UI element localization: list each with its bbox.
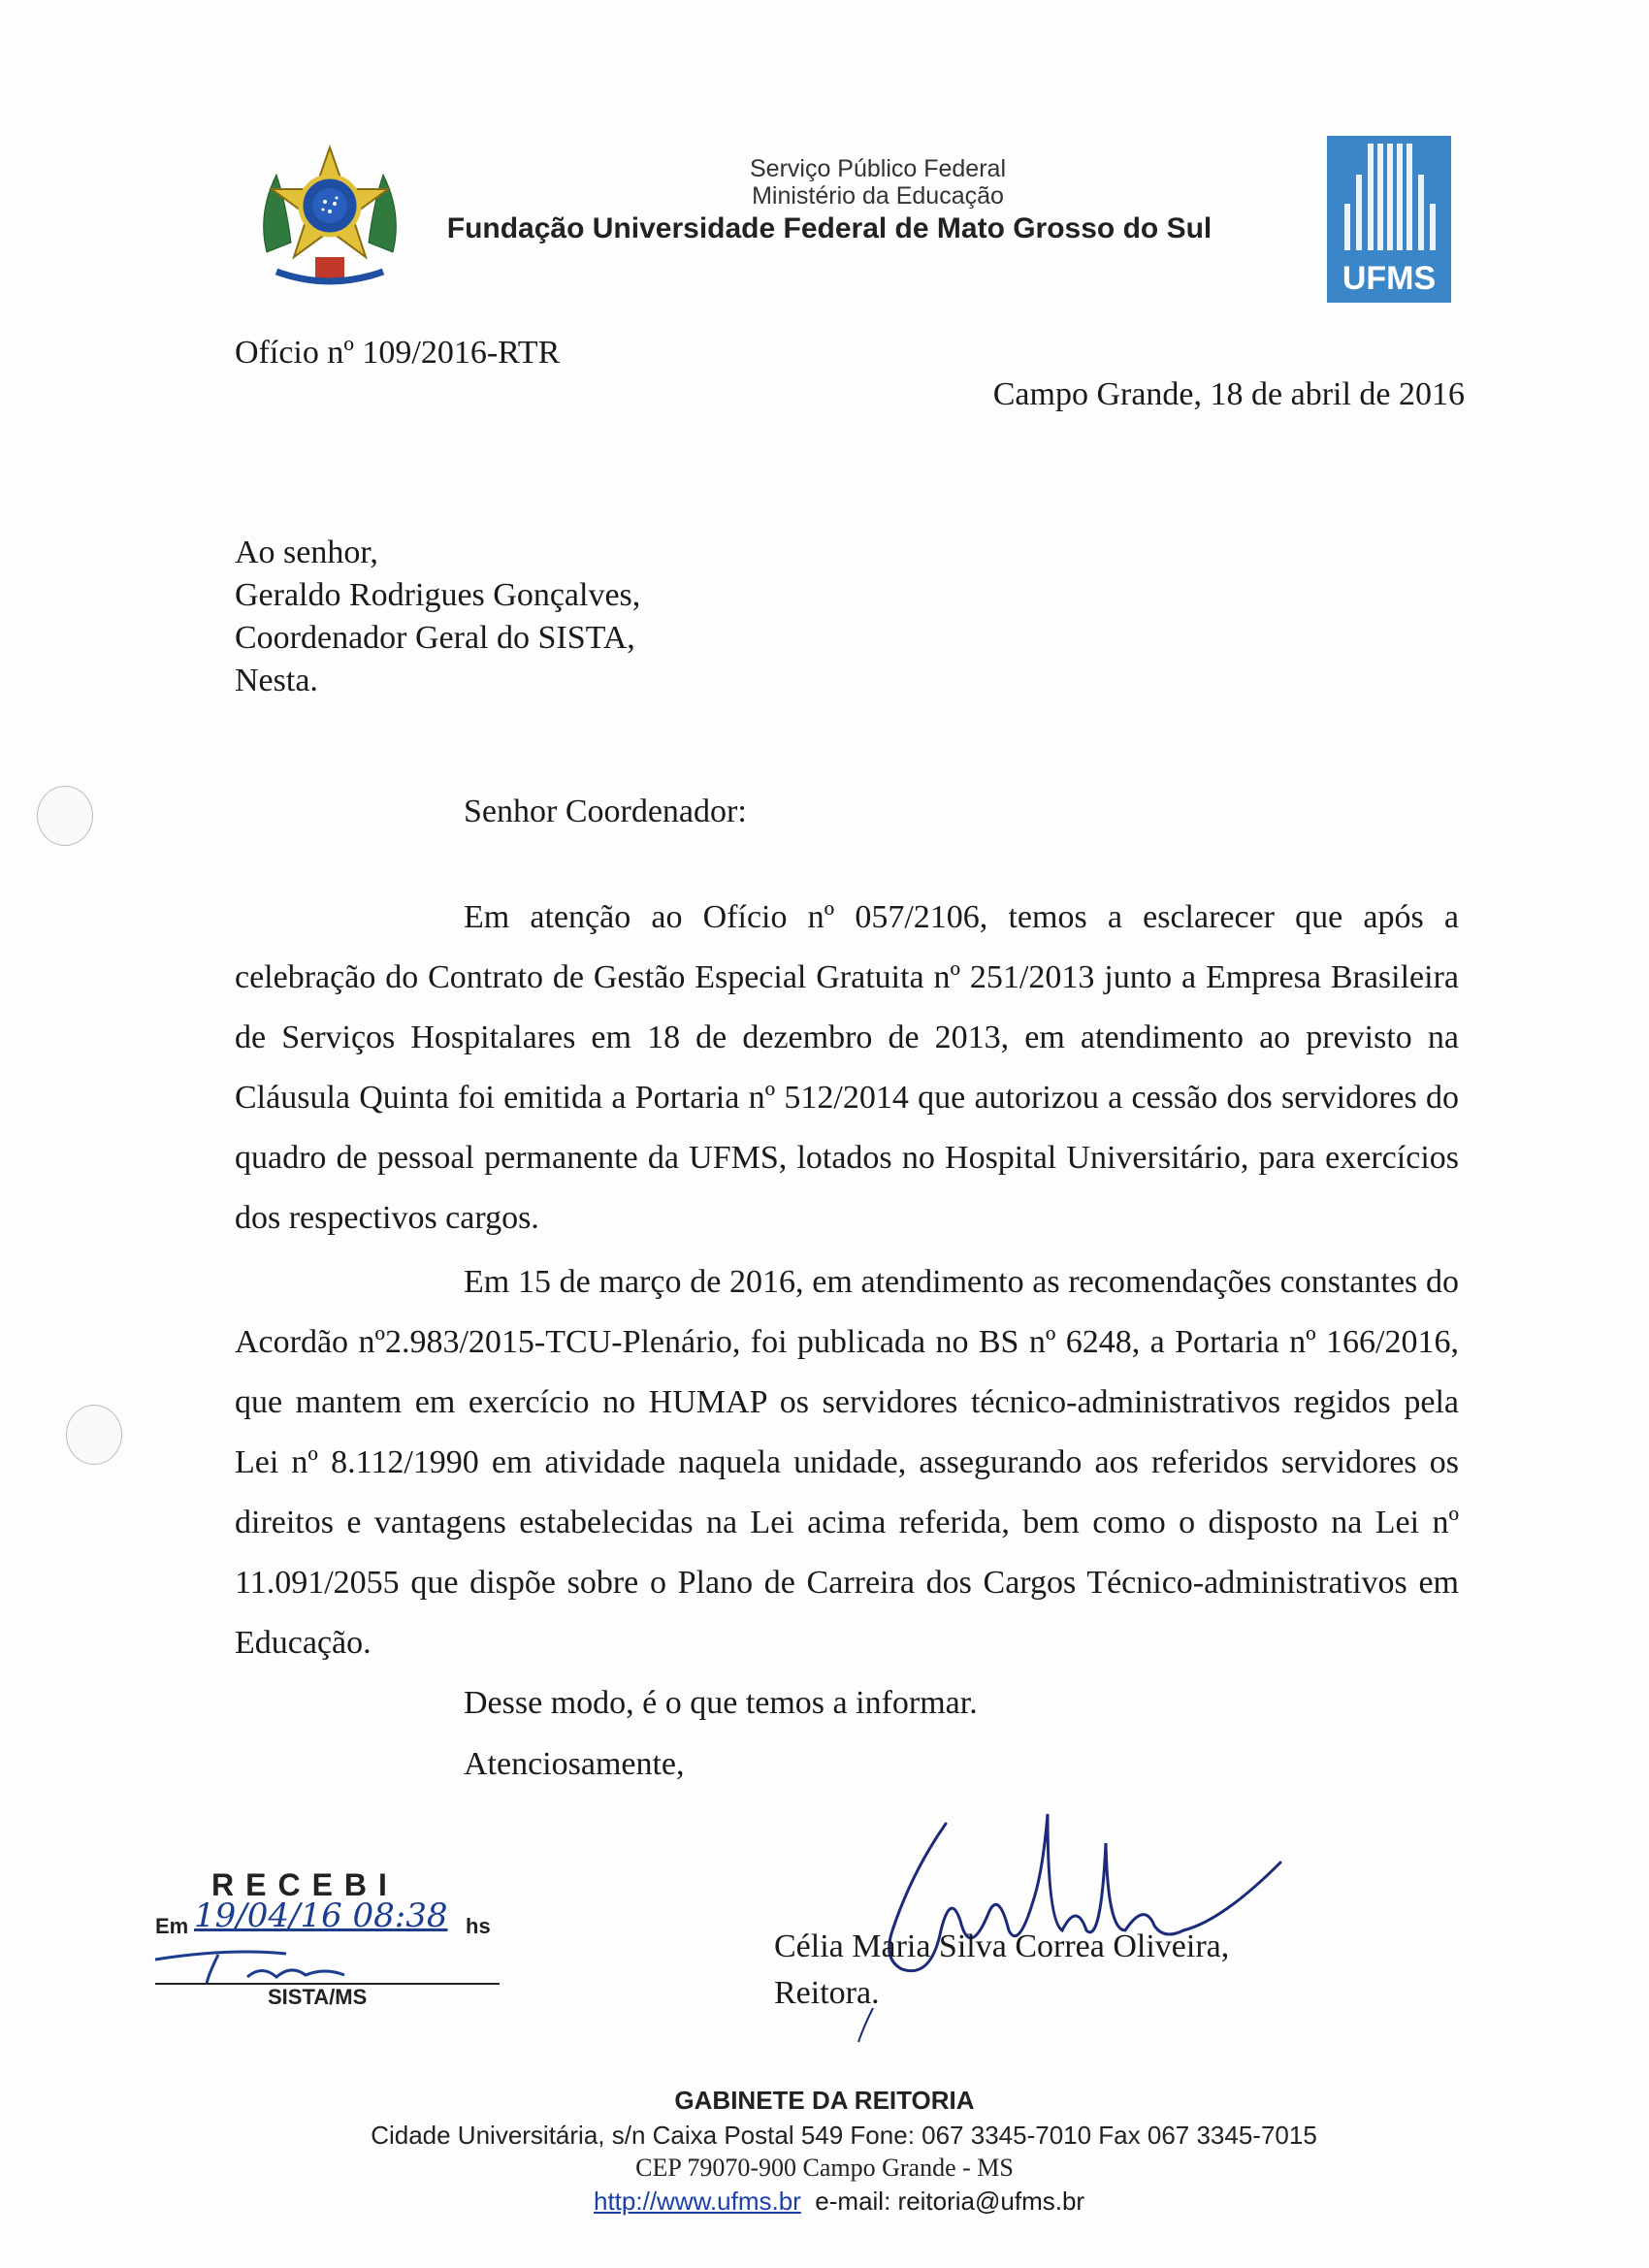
ufms-logo-text: UFMS (1342, 260, 1437, 297)
footer-email: e-mail: reitoria@ufms.br (815, 2187, 1085, 2216)
footer-address: Cidade Universitária, s/n Caixa Postal 549 Fone: 067 3345-7010 Fax 067 3345-7015 (371, 2121, 1317, 2150)
received-stamp-em-label: Em (155, 1914, 189, 1938)
place-date: Campo Grande, 18 de abril de 2016 (992, 376, 1465, 412)
received-stamp-initials-icon (150, 1940, 383, 1989)
paragraph-2: Em 15 de março de 2016, em atendimento as recomendações constantes do Acordão nº2.983/2015-TCU-Plenário, foi publicada no BS nº 6248, a Portaria nº 166/2016, que mantem em exercício no HUMAP os servidores técnico-administrativos regidos pela Lei nº 8.112/1990 em atividade naquela unidade, assegurando aos referidos servidores os direitos e vantagens estabelecidas na Lei acima referida, bem como o disposto na Lei nº 11.091/2055 que dispõe sobre o Plano de Carreira dos Cargos Técnico-administrativos em Educação. (235, 1264, 1459, 1661)
recipient-line-4: Nesta. (235, 663, 318, 698)
received-stamp-org: SISTA/MS (268, 1985, 368, 2009)
header-service-line: Serviço Público Federal (749, 155, 1006, 182)
paragraph-1: Em atenção ao Ofício nº 057/2106, temos a esclarecer que após a celebração do Contrato de Gestão Especial Gratuita nº 251/2013 junto a Empresa Brasileira de Serviços Hospitalares em 18 de dezembro de 2013, em atendimento ao previsto na Cláusula Quinta foi emitida a Portaria nº 512/2014 que autorizou a cessão dos servidores do quadro de pessoal permanente da UFMS, lotados no Hospital Universitário, para exercícios dos respectivos cargos. (235, 899, 1459, 1236)
received-stamp-title: RECEBI (211, 1867, 399, 1902)
received-stamp-hs-label: hs (466, 1914, 491, 1938)
closing-line: Desse modo, é o que temos a informar. (464, 1685, 978, 1721)
footer-cep: CEP 79070-900 Campo Grande - MS (635, 2154, 1014, 2182)
salutation: Senhor Coordenador: (464, 794, 747, 829)
handwritten-signature-icon (854, 1785, 1300, 2047)
letter-reference: Ofício nº 109/2016-RTR (235, 335, 561, 371)
punch-hole (37, 786, 93, 846)
punch-hole (66, 1405, 122, 1465)
footer-contact (594, 2187, 1084, 2217)
recipient-line-3: Coordenador Geral do SISTA, (235, 620, 635, 656)
received-stamp-date: 19/04/16 08:38 (194, 1896, 448, 1935)
recipient-line-1: Ao senhor, (235, 535, 378, 570)
ufms-logo (1327, 136, 1451, 303)
footer-website-link[interactable]: http://www.ufms.br (594, 2187, 801, 2216)
header-ministry-line: Ministério da Educação (752, 182, 1004, 210)
signer-title: Reitora. (774, 1975, 880, 2011)
signer-name: Célia Maria Silva Correa Oliveira, (774, 1928, 1230, 1964)
footer-title: GABINETE DA REITORIA (674, 2086, 975, 2115)
ufms-building-icon (1327, 136, 1451, 260)
header-institution: Fundação Universidade Federal de Mato Grosso do Sul (446, 212, 1212, 244)
recipient-line-2: Geraldo Rodrigues Gonçalves, (235, 577, 641, 613)
closing-greeting: Atenciosamente, (464, 1746, 685, 1782)
